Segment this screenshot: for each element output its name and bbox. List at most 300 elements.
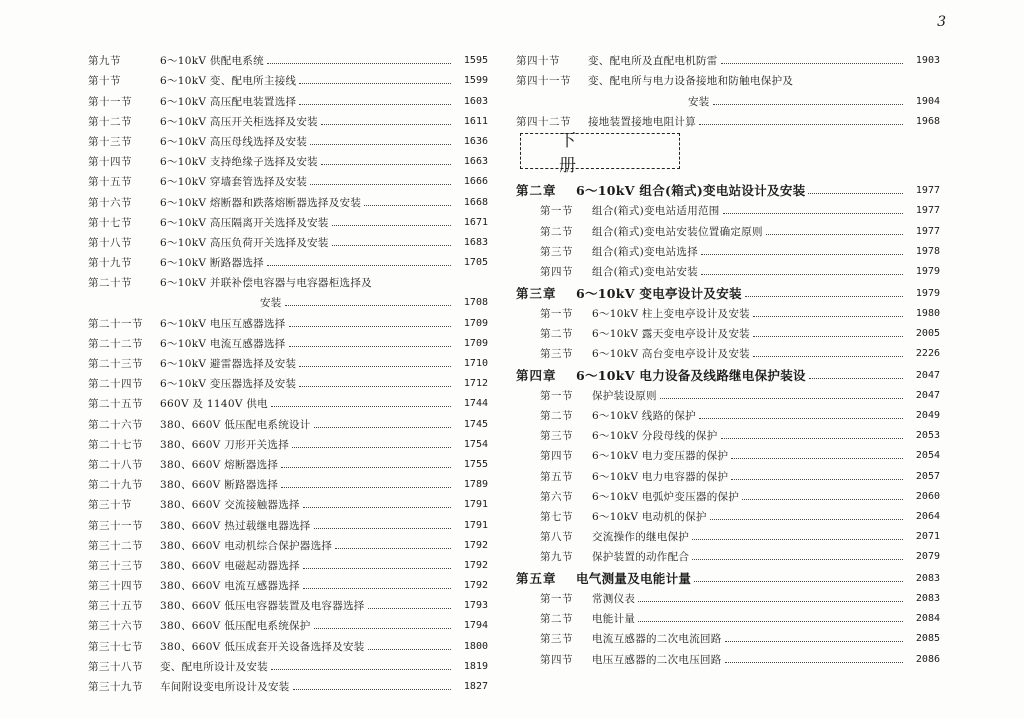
dot-leader [745, 286, 903, 297]
toc-entry-row [516, 423, 940, 443]
toc-entry-number: 第三十九节 [88, 681, 143, 693]
toc-entry-number: 第二十六节 [88, 418, 143, 431]
dot-leader [303, 578, 451, 589]
volume-label-box [520, 130, 680, 176]
dot-leader [303, 558, 451, 569]
toc-entry-page: 1668 [463, 196, 488, 208]
toc-entry-number: 第三十八节 [88, 660, 143, 673]
toc-entry-number: 第十三节 [88, 135, 132, 148]
toc-entry-number: 第十九节 [88, 257, 132, 270]
toc-entry-page: 2057 [915, 470, 940, 482]
toc-entry-title: 6～10kV 电力电容器的保护 [592, 470, 729, 483]
toc-entry-number: 第三十七节 [88, 640, 143, 653]
toc-entry-title: 6～10kV 供配电系统 [160, 55, 264, 68]
toc-entry-number: 第二章 [516, 183, 557, 199]
toc-entry-row [88, 149, 488, 169]
toc-entry-number: 第八节 [540, 531, 573, 544]
dot-leader [310, 134, 451, 145]
dot-leader [292, 437, 451, 448]
toc-entry-row [516, 321, 940, 341]
toc-entry-row [516, 463, 940, 483]
toc-entry-title: 380、660V 低压成套开关设备选择及安装 [160, 640, 365, 653]
toc-entry-number: 第十六节 [88, 196, 132, 209]
toc-entry-row [88, 48, 488, 68]
toc-entry-row [88, 250, 488, 270]
toc-entry-page: 1968 [915, 115, 940, 127]
toc-entry-row [516, 443, 940, 463]
toc-entry-title: 6～10kV 电流互感器选择 [160, 337, 286, 350]
toc-entry-number: 第一节 [540, 307, 573, 320]
toc-entry-title: 380、660V 热过载继电器选择 [160, 519, 311, 532]
dot-leader [721, 428, 903, 439]
toc-entry-number: 第十二节 [88, 115, 132, 128]
toc-entry-number: 第四十一节 [516, 75, 571, 88]
toc-entry-number: 第二十五节 [88, 398, 143, 411]
toc-entry-page: 1683 [463, 236, 488, 248]
toc-entry-page: 1792 [463, 539, 488, 551]
dot-leader [299, 94, 451, 105]
toc-entry-page: 1791 [463, 499, 488, 511]
toc-entry-number: 第三节 [540, 348, 573, 361]
toc-entry-title: 6～10kV 断路器选择 [160, 257, 264, 270]
toc-entry-number: 第七节 [540, 510, 573, 523]
toc-entry-number: 第二节 [540, 327, 573, 340]
toc-entry-page: 1819 [463, 660, 488, 672]
toc-entry-title: 6～10kV 避雷器选择及安装 [160, 358, 297, 370]
toc-entry-row [516, 218, 940, 238]
toc-entry-title: 组合(箱式)变电站安装 [592, 266, 698, 278]
toc-entry-page: 2005 [915, 327, 940, 339]
dot-leader [332, 215, 451, 226]
toc-entry-page: 1755 [463, 458, 488, 470]
toc-entry-title: 6～10kV 熔断器和跌落熔断器选择及安装 [160, 196, 362, 209]
toc-entry-page: 1710 [463, 358, 488, 369]
toc-entry-row [88, 593, 488, 613]
toc-entry-title: 380、660V 断路器选择 [160, 479, 279, 492]
dot-leader [293, 679, 451, 690]
dot-leader [299, 356, 451, 367]
toc-entry-page: 1980 [915, 307, 940, 319]
dot-leader [271, 396, 451, 407]
toc-entry-title: 380、660V 低压配电系统保护 [160, 620, 311, 633]
toc-entry-title: 6～10kV 并联补偿电容器与电容器柜选择及 [160, 277, 372, 290]
dot-leader [660, 388, 903, 399]
toc-entry-page: 1977 [915, 205, 940, 217]
toc-entry-page: 2083 [915, 592, 940, 604]
toc-entry-row [88, 109, 488, 129]
toc-entry-row [88, 432, 488, 452]
toc-entry-title: 6～10kV 变压器选择及安装 [160, 378, 297, 391]
toc-entry-page: 1712 [463, 378, 488, 390]
toc-entry-page: 1794 [463, 620, 488, 632]
toc-entry-number: 第四十二节 [516, 115, 571, 128]
toc-entry-row [88, 371, 488, 391]
dot-leader [267, 255, 451, 266]
toc-entry-title: 6～10kV 电压互感器选择 [160, 317, 286, 330]
toc-chapter-row [516, 564, 940, 586]
toc-entry-row [516, 606, 940, 626]
dot-leader [731, 469, 903, 480]
toc-entry-title: 6～10kV 露天变电亭设计及安装 [592, 327, 750, 340]
toc-entry-title: 变、配电所及直配电机防雷 [588, 55, 718, 68]
toc-entry-row [88, 310, 488, 330]
toc-entry-number: 第十节 [88, 75, 121, 88]
dot-leader [335, 538, 451, 549]
toc-entry-page: 1827 [463, 681, 488, 692]
toc-entry-row [88, 210, 488, 230]
dot-leader [723, 203, 903, 214]
toc-entry-title: 6～10kV 高压开关柜选择及安装 [160, 115, 318, 128]
toc-entry-row [88, 68, 488, 88]
toc-entry-title: 380、660V 电磁起动器选择 [160, 559, 300, 572]
toc-entry-title: 常测仪表 [592, 592, 636, 605]
toc-entry-row [88, 553, 488, 573]
toc-entry-title: 6～10kV 高压负荷开关选择及安装 [160, 236, 329, 249]
toc-entry-page: 2079 [915, 551, 940, 563]
toc-entry-title: 660V 及 1140V 供电 [160, 398, 268, 411]
dot-leader [281, 457, 451, 468]
toc-entry-row [88, 351, 488, 371]
toc-entry-number: 第三十三节 [88, 559, 143, 572]
toc-entry-page: 2083 [915, 572, 940, 584]
toc-entry-title: 6～10kV 高压配电装置选择 [160, 95, 297, 108]
toc-entry-page: 1978 [915, 245, 940, 257]
toc-entry-row [516, 383, 940, 403]
dot-leader [710, 509, 903, 520]
toc-entry-row [516, 586, 940, 606]
toc-entry-number: 第四章 [516, 367, 557, 383]
dot-leader [713, 94, 903, 105]
toc-entry-page: 2053 [915, 430, 940, 442]
toc-entry-number: 第三章 [516, 285, 557, 301]
toc-entry-page: 1709 [463, 337, 488, 349]
toc-entry-row [88, 169, 488, 189]
toc-entry-number: 第四节 [540, 653, 573, 666]
toc-entry-title: 6～10kV 变、配电所主接线 [160, 75, 297, 88]
toc-entry-row [516, 544, 940, 564]
toc-entry-number: 第一节 [540, 205, 573, 218]
toc-entry-row [88, 654, 488, 674]
toc-entry-row [516, 301, 940, 321]
dot-leader [303, 497, 451, 508]
toc-entry-title: 380、660V 熔断器选择 [160, 458, 279, 471]
toc-entry-title: 电能计量 [592, 613, 636, 626]
dot-leader [699, 114, 903, 125]
toc-entry-title: 380、660V 低压电容器装置及电容器选择 [160, 600, 365, 613]
toc-entry-page: 1904 [915, 95, 940, 107]
toc-entry-number: 第二节 [540, 409, 573, 422]
toc-entry-page: 1663 [463, 156, 488, 168]
toc-entry-row [88, 472, 488, 492]
dot-leader [638, 611, 903, 622]
toc-entry-row [516, 341, 940, 361]
toc-entry-number: 第十五节 [88, 176, 132, 189]
toc-entry-title: 380、660V 刀形开关选择 [160, 438, 290, 451]
toc-entry-number: 第十四节 [88, 156, 132, 169]
toc-entry-title: 安装 [260, 297, 282, 310]
toc-entry-title: 6～10kV 电力变压器的保护 [592, 450, 729, 463]
toc-entry-row [88, 129, 488, 149]
toc-entry-title: 6～10kV 高压隔离开关选择及安装 [160, 216, 329, 229]
toc-entry-number: 第三节 [540, 633, 573, 646]
toc-entry-row [88, 230, 488, 250]
toc-entry-number: 第二十三节 [88, 358, 143, 370]
dot-leader [321, 114, 451, 125]
toc-entry-number: 第四十节 [516, 55, 560, 68]
toc-entry-page: 1603 [463, 95, 488, 107]
toc-entry-row [516, 48, 940, 68]
toc-entry-page: 1800 [463, 640, 488, 652]
toc-entry-row [516, 646, 940, 666]
toc-entry-page: 1705 [463, 257, 488, 269]
dot-leader [638, 591, 903, 602]
toc-entry-row [88, 613, 488, 633]
toc-entry-title: 380、660V 交流接触器选择 [160, 499, 300, 512]
toc-entry-title: 6～10kV 组合(箱式)变电站设计及安装 [576, 183, 806, 199]
toc-entry-row [516, 68, 940, 88]
toc-entry-page: 1977 [915, 225, 940, 237]
toc-entry-page: 2226 [915, 348, 940, 360]
dot-leader [321, 154, 451, 165]
toc-entry-page: 1792 [463, 559, 488, 571]
dot-leader [701, 264, 903, 275]
dot-leader [694, 571, 903, 582]
toc-entry-number: 第四节 [540, 450, 573, 463]
toc-entry-number: 第二节 [540, 225, 573, 238]
toc-entry-page: 1745 [463, 418, 488, 430]
toc-entry-number: 第四节 [540, 266, 573, 278]
toc-entry-row [516, 403, 940, 423]
toc-entry-row [88, 290, 488, 310]
toc-entry-page: 1789 [463, 479, 488, 491]
toc-entry-number: 第二十四节 [88, 378, 143, 391]
toc-entry-page: 1708 [463, 297, 488, 309]
toc-entry-title: 380、660V 电动机综合保护器选择 [160, 539, 333, 552]
toc-entry-row [88, 270, 488, 290]
toc-entry-row [88, 331, 488, 351]
toc-entry-page: 2085 [915, 633, 940, 645]
toc-entry-row [516, 626, 940, 646]
dot-leader [299, 376, 451, 387]
toc-entry-number: 第十一节 [88, 95, 132, 108]
toc-entry-title: 6～10kV 高压母线选择及安装 [160, 135, 308, 148]
dot-leader [753, 306, 903, 317]
toc-entry-number: 第十七节 [88, 216, 132, 229]
toc-entry-row [516, 198, 940, 218]
toc-entry-title: 交流操作的继电保护 [592, 531, 690, 544]
dot-leader [368, 598, 451, 609]
toc-entry-row [88, 533, 488, 553]
dot-leader [699, 408, 903, 419]
toc-right-top [516, 48, 940, 129]
toc-entry-row [88, 411, 488, 431]
toc-entry-title: 6～10kV 变电亭设计及安装 [576, 285, 742, 301]
toc-entry-title: 组合(箱式)变电站适用范围 [592, 205, 720, 218]
dot-leader [809, 368, 903, 379]
toc-entry-number: 第二节 [540, 613, 573, 626]
toc-entry-page: 2064 [915, 510, 940, 522]
toc-entry-page: 2086 [915, 653, 940, 665]
toc-entry-row [516, 259, 940, 279]
toc-entry-page: 1744 [463, 398, 488, 410]
toc-entry-row [88, 452, 488, 472]
toc-entry-title: 6～10kV 支持绝缘子选择及安装 [160, 156, 318, 169]
dot-leader [808, 183, 903, 194]
dot-leader [368, 639, 451, 650]
toc-entry-number: 第三十节 [88, 499, 132, 512]
toc-entry-page: 2060 [915, 490, 940, 502]
toc-entry-page: 1979 [915, 287, 940, 299]
toc-entry-page: 1793 [463, 600, 488, 612]
dot-leader [289, 316, 451, 327]
volume-label: 下 册 [559, 130, 616, 176]
toc-entry-page: 1636 [463, 135, 488, 147]
toc-entry-title: 电流互感器的二次电流回路 [592, 633, 722, 646]
toc-entry-page: 1671 [463, 216, 488, 228]
toc-entry-row [88, 573, 488, 593]
toc-entry-row [88, 88, 488, 108]
dot-leader [701, 244, 903, 255]
toc-entry-number: 第二十八节 [88, 458, 143, 471]
toc-entry-number: 第三十五节 [88, 600, 143, 613]
dot-leader [753, 326, 903, 337]
dot-leader [281, 477, 451, 488]
dot-leader [753, 346, 903, 357]
toc-entry-page: 1754 [463, 438, 488, 450]
toc-entry-row [88, 674, 488, 694]
toc-entry-title: 保护装设原则 [592, 389, 657, 402]
toc-entry-page: 1599 [463, 75, 488, 87]
toc-entry-number: 第一节 [540, 592, 573, 605]
dot-leader [692, 529, 903, 540]
toc-entry-title: 6～10kV 高台变电亭设计及安装 [592, 348, 750, 361]
dot-leader [731, 448, 903, 459]
toc-chapter-row [516, 177, 940, 199]
toc-entry-page: 1791 [463, 519, 488, 531]
toc-entry-title: 380、660V 电流互感器选择 [160, 580, 300, 593]
toc-entry-number: 第三十四节 [88, 580, 143, 593]
toc-entry-row [88, 633, 488, 653]
page-number: 3 [937, 14, 946, 30]
toc-entry-title: 6～10kV 穿墙套管选择及安装 [160, 176, 308, 189]
toc-entry-page: 1709 [463, 317, 488, 329]
toc-entry-page: 1903 [915, 55, 940, 67]
toc-entry-row [88, 391, 488, 411]
toc-entry-number: 第十八节 [88, 236, 132, 249]
toc-entry-page: 1977 [915, 185, 940, 197]
toc-entry-row [516, 484, 940, 504]
toc-entry-row [88, 512, 488, 532]
toc-entry-number: 第六节 [540, 490, 573, 503]
dot-leader [721, 53, 903, 64]
toc-entry-title: 6～10kV 线路的保护 [592, 409, 696, 422]
toc-entry-row [516, 239, 940, 259]
toc-entry-title: 组合(箱式)变电站选择 [592, 245, 698, 258]
toc-entry-title: 6～10kV 电弧炉变压器的保护 [592, 490, 740, 503]
dot-leader [289, 336, 451, 347]
toc-right-bottom [516, 177, 940, 667]
dot-leader [314, 618, 451, 629]
toc-entry-number: 第二十一节 [88, 317, 143, 330]
toc-entry-page: 1792 [463, 580, 488, 592]
toc-entry-title: 380、660V 低压配电系统设计 [160, 418, 311, 431]
toc-entry-number: 第三十二节 [88, 539, 143, 552]
toc-entry-page: 1595 [463, 55, 488, 67]
toc-entry-title: 变、配电所设计及安装 [160, 660, 268, 673]
toc-entry-number: 第一节 [540, 389, 573, 402]
toc-entry-page: 2084 [915, 613, 940, 625]
toc-entry-title: 组合(箱式)变电站安装位置确定原则 [592, 225, 763, 238]
toc-entry-title: 6～10kV 电力设备及线路继电保护装设 [576, 367, 806, 383]
dot-leader [314, 518, 451, 529]
toc-entry-number: 第三十一节 [88, 519, 143, 532]
dot-leader [332, 235, 451, 246]
toc-entry-page: 1666 [463, 176, 488, 188]
toc-entry-page: 2071 [915, 531, 940, 543]
dot-leader [285, 295, 451, 306]
toc-entry-row [88, 492, 488, 512]
toc-entry-page: 2047 [915, 369, 940, 381]
toc-left-column [88, 48, 488, 694]
toc-entry-title: 接地装置接地电阻计算 [588, 115, 696, 128]
toc-entry-row [88, 189, 488, 209]
dot-leader [742, 489, 903, 500]
toc-entry-number: 第九节 [540, 551, 573, 564]
toc-entry-page: 2049 [915, 409, 940, 421]
toc-entry-title: 安装 [688, 95, 710, 108]
toc-entry-number: 第二十节 [88, 277, 132, 290]
toc-entry-page: 1611 [463, 115, 488, 127]
toc-entry-title: 6～10kV 分段母线的保护 [592, 430, 718, 443]
toc-entry-row [516, 524, 940, 544]
toc-entry-title: 电压互感器的二次电压回路 [592, 653, 722, 666]
toc-entry-page: 2054 [915, 450, 940, 462]
toc-entry-number: 第二十七节 [88, 438, 143, 451]
dot-leader [725, 631, 903, 642]
toc-entry-title: 变、配电所与电力设备接地和防触电保护及 [588, 75, 794, 88]
toc-entry-row [516, 88, 940, 108]
toc-entry-page: 1979 [915, 266, 940, 277]
toc-entry-row [516, 504, 940, 524]
toc-chapter-row [516, 279, 940, 301]
dot-leader [692, 549, 903, 560]
dot-leader [725, 652, 903, 663]
toc-entry-title: 6～10kV 柱上变电亭设计及安装 [592, 307, 750, 320]
toc-entry-title: 电气测量及电能计量 [576, 570, 692, 586]
dot-leader [271, 659, 451, 670]
dot-leader [314, 417, 451, 428]
toc-entry-title: 车间附设变电所设计及安装 [160, 681, 290, 693]
toc-right-column [516, 48, 940, 667]
toc-entry-title: 保护装置的动作配合 [592, 551, 690, 564]
dot-leader [310, 174, 451, 185]
toc-entry-number: 第二十二节 [88, 337, 143, 350]
toc-entry-number: 第二十九节 [88, 479, 143, 492]
toc-entry-number: 第三节 [540, 245, 573, 258]
toc-entry-number: 第九节 [88, 55, 121, 68]
dot-leader [364, 195, 451, 206]
toc-entry-title: 6～10kV 电动机的保护 [592, 510, 707, 523]
dot-leader [267, 53, 451, 64]
toc-entry-number: 第三节 [540, 430, 573, 443]
toc-entry-number: 第三十六节 [88, 620, 143, 633]
dot-leader [766, 224, 903, 235]
toc-entry-number: 第五节 [540, 470, 573, 483]
toc-chapter-row [516, 361, 940, 383]
dot-leader [299, 73, 451, 84]
toc-entry-page: 2047 [915, 389, 940, 401]
toc-entry-number: 第五章 [516, 570, 557, 586]
